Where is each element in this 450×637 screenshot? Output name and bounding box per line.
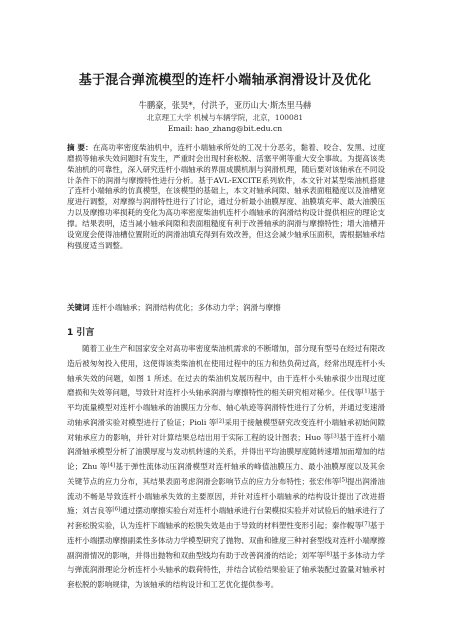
keywords <box>67 303 385 314</box>
citation-ref: [1] <box>362 388 370 395</box>
abstract <box>67 143 385 251</box>
body-text-run: 基于平均流量模型对连杆小端轴承的油膜压力分布、轴心轨迹等润滑特性进行了分析，并通过变速滑动轴承润滑实验对模型进行了验证；Pioli 等 <box>67 388 385 427</box>
affiliation: 北京理工大学 机械与车辆学院，北京，100081 <box>146 113 304 122</box>
abstract-text: 在高功率密度柴油机中，连杆小端轴承所处的工况十分恶劣，黏着、咬合、发黑、过度磨损等轴承失效问题时有发生，严重时会出现村套松脱、活塞平朔等重大安全事故。为提高该类柴油机的可靠性，深入研究连杆小端轴承的界面成膜机制与润滑机理，随后要对该轴承在不同设计条件下的润滑与摩擦特性进行分析。基于AVL-EXCITE系列软件，本文针对某型柴油机搭建了连杆小端轴承的仿真模型，在该模型的基础上，本文对轴承间隙、轴承表面粗糙度以及油槽宽度进行调整，对摩擦与润滑特性进行了讨论，通过分析最小油膜厚度、油膜填充率、最大油膜压力以及摩擦功率损耗的变化为高功率密度柴油机连杆小端轴承的润滑结构设计提供相应的理论支撑。结果表明，适当减小轴承间隙和表面粗糙度有利于改善轴承的润滑与摩擦特性；增大油槽开设宽度会使得油槽位置附近的润滑油填充得到有效改善，但这会减少轴承压面积，需根据轴承结构强度适当调整。 <box>67 143 385 250</box>
abstract-label: 摘 要： <box>67 143 93 152</box>
body-text-run: 基于多体动力学与弹流润滑理论分析连杆小头轴承的载荷特性，并结合试验结果验证了轴承装配过盈量对轴承衬套松脱的影响规律，为该轴承的结构设计和工艺优化提供参考。 <box>67 550 385 589</box>
body-text-run: 基于弹性流体动压润滑模型对连杆轴承的峰值油膜压力、最小油膜厚度以及其余关键节点的应力分布，其结果表面考虑润滑会影响节点的应力分布特性；张宏伟等 <box>67 462 385 486</box>
citation-ref: [7] <box>362 521 370 528</box>
author-list: 牛鹏豪，张昊*，付洪予，亚历山大·斯杰里马赫 <box>138 100 312 110</box>
body-text-run: 基于连杆小端润滑轴承模型分析了油膜厚度与发动机转速的关系，并得出平均油膜厚度随转速增加而增加的结论；Zhu 等 <box>67 432 385 471</box>
body-text-run: 采用于接触模型研究改变连杆小端轴承初始间隙对轴承应力的影响，并针对计算结果总结出用于实际工程的设计图表；Huo 等 <box>67 417 385 442</box>
contact-email: Email: hao_zhang@bit.edu.cn <box>167 124 283 133</box>
body-text-run: 随着工业生产和国家安全对高功率密度柴油机需求的不断增加，部分现有型号在经过有限改造后被匆匆投入使用，这使得该类柴油机在使用过程中的压力和热负荷过高，经常出现连杆小头轴承失效的问题，如图 1 所述。在过去的柴油机发展历程中，由于连杆小头轴承很少出现过度磨损和失效等问题，导致针对连杆小头轴承润滑与摩擦特性的相关研究相对稀少。任伐等 <box>67 344 385 398</box>
body-text-run: 基于连杆小端摆动摩擦副柔性多体动力学模型研究了抛物、双曲和锥度三种衬套型线对连杆小端摩擦副润滑情况的影响，并得出抛物和双曲型线均有助于改善润滑的结论；刘军等 <box>67 521 385 560</box>
citation-ref: [4] <box>107 462 116 469</box>
keywords-text: 连杆小端轴承；润滑结构优化；多体动力学；润滑与摩擦 <box>89 303 281 312</box>
body-text-run: 通过摆动摩擦实验台对连杆小端轴承进行台架模拟实验并对试验后的轴承进行了衬套松脱实验，认为连杆下端轴承的松脱失效是由于导致的材料塑性变形引起；秦作輗等 <box>67 506 385 530</box>
citation-ref: [8] <box>324 551 333 557</box>
body-text-run: 提出润滑油流动不畅是导致连杆小端轴承失效的主要原因，并针对连杆小端轴承的结构设计提出了改进措施；刘吉良等 <box>67 476 385 516</box>
keywords-label: 关键词 <box>67 303 90 312</box>
citation-ref: [3] <box>331 433 339 439</box>
citation-ref: [2] <box>216 418 225 425</box>
citation-ref: [5] <box>339 477 348 484</box>
citation-ref: [6] <box>112 506 121 513</box>
section-heading-introduction: 1 引言 <box>67 328 95 338</box>
paper-title: 基于混合弹流模型的连杆小端轴承润滑设计及优化 <box>78 73 372 88</box>
introduction-paragraph <box>67 342 385 593</box>
